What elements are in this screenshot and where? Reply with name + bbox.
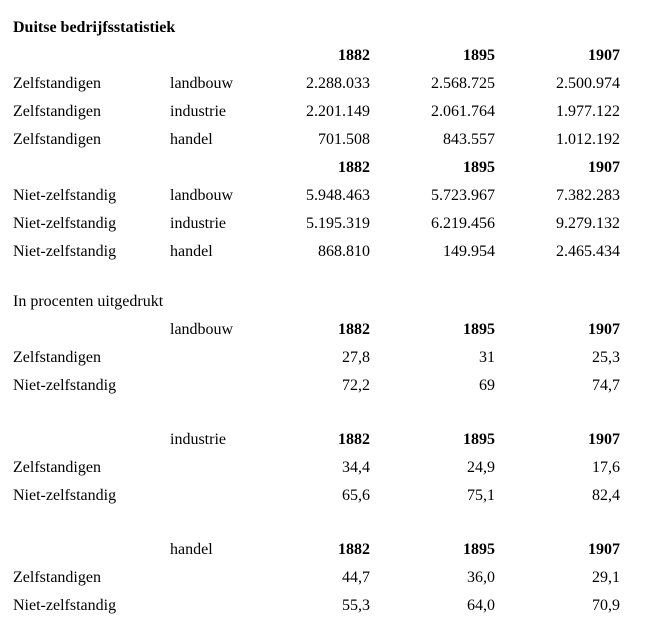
value-cell: 70,9 bbox=[592, 597, 620, 614]
row-label: Niet-zelfstandig bbox=[13, 215, 117, 232]
year-header: 1895 bbox=[463, 541, 495, 558]
empty-cell bbox=[170, 372, 280, 400]
value-cell: 69 bbox=[479, 377, 495, 394]
value-cell: 2.061.764 bbox=[431, 103, 495, 120]
row-label: Niet-zelfstandig bbox=[13, 597, 117, 614]
empty-cell bbox=[170, 344, 280, 372]
value-cell: 34,4 bbox=[342, 459, 370, 476]
table-row bbox=[13, 98, 645, 126]
title-row bbox=[13, 14, 645, 42]
table-row bbox=[13, 70, 645, 98]
row-label: Zelfstandigen bbox=[13, 569, 101, 586]
empty-cell bbox=[13, 42, 170, 70]
empty-cell bbox=[13, 154, 170, 182]
value-cell: 17,6 bbox=[592, 459, 620, 476]
row-label: Zelfstandigen bbox=[13, 459, 101, 476]
value-cell: 29,1 bbox=[592, 569, 620, 586]
year-header: 1882 bbox=[338, 321, 370, 338]
value-cell: 2.201.149 bbox=[306, 103, 370, 120]
value-cell: 6.219.456 bbox=[431, 215, 495, 232]
value-cell: 72,2 bbox=[342, 377, 370, 394]
table-row bbox=[13, 238, 645, 266]
sector-label: industrie bbox=[170, 103, 226, 120]
value-cell: 2.500.974 bbox=[556, 75, 620, 92]
year-header: 1907 bbox=[588, 47, 620, 64]
years-header-row bbox=[13, 42, 645, 70]
row-label: Zelfstandigen bbox=[13, 349, 101, 366]
sector-header-row bbox=[13, 536, 645, 564]
row-label: Niet-zelfstandig bbox=[13, 187, 117, 204]
year-header: 1907 bbox=[588, 431, 620, 448]
value-cell: 701.508 bbox=[318, 131, 370, 148]
sector-label: handel bbox=[170, 131, 213, 148]
year-header: 1895 bbox=[463, 321, 495, 338]
value-cell: 25,3 bbox=[592, 349, 620, 366]
year-header: 1907 bbox=[588, 321, 620, 338]
sector-header-row bbox=[13, 426, 645, 454]
sector-header: landbouw bbox=[170, 321, 234, 338]
row-label: Niet-zelfstandig bbox=[13, 243, 117, 260]
table-row bbox=[13, 482, 645, 510]
empty-cell bbox=[170, 454, 280, 482]
table-row bbox=[13, 126, 645, 154]
row-label: Zelfstandigen bbox=[13, 103, 101, 120]
value-cell: 1.012.192 bbox=[556, 131, 620, 148]
empty-cell bbox=[170, 592, 280, 620]
value-cell: 82,4 bbox=[592, 487, 620, 504]
row-label: Zelfstandigen bbox=[13, 131, 101, 148]
table-row bbox=[13, 210, 645, 238]
year-header: 1907 bbox=[588, 541, 620, 558]
empty-cell bbox=[170, 564, 280, 592]
value-cell: 5.948.463 bbox=[306, 187, 370, 204]
sector-label: landbouw bbox=[170, 187, 234, 204]
value-cell: 24,9 bbox=[467, 459, 495, 476]
table-row bbox=[13, 592, 645, 620]
year-header: 1882 bbox=[338, 47, 370, 64]
sector-header: industrie bbox=[170, 431, 226, 448]
sector-label: industrie bbox=[170, 215, 226, 232]
value-cell: 27,8 bbox=[342, 349, 370, 366]
value-cell: 9.279.132 bbox=[556, 215, 620, 232]
year-header: 1895 bbox=[463, 431, 495, 448]
year-header: 1895 bbox=[463, 159, 495, 176]
empty-cell bbox=[13, 536, 170, 564]
table-row bbox=[13, 564, 645, 592]
sector-label: handel bbox=[170, 243, 213, 260]
value-cell: 7.382.283 bbox=[556, 187, 620, 204]
empty-cell bbox=[170, 482, 280, 510]
value-cell: 843.557 bbox=[443, 131, 495, 148]
value-cell: 74,7 bbox=[592, 377, 620, 394]
years-header-row bbox=[13, 154, 645, 182]
value-cell: 1.977.122 bbox=[556, 103, 620, 120]
year-header: 1907 bbox=[588, 159, 620, 176]
value-cell: 44,7 bbox=[342, 569, 370, 586]
empty-cell bbox=[13, 316, 170, 344]
value-cell: 5.723.967 bbox=[431, 187, 495, 204]
value-cell: 65,6 bbox=[342, 487, 370, 504]
value-cell: 36,0 bbox=[467, 569, 495, 586]
table-row bbox=[13, 372, 645, 400]
value-cell: 2.568.725 bbox=[431, 75, 495, 92]
percent-heading-row bbox=[13, 288, 645, 316]
value-cell: 5.195.319 bbox=[306, 215, 370, 232]
section-heading-percent: In procenten uitgedrukt bbox=[13, 293, 164, 310]
value-cell: 75,1 bbox=[467, 487, 495, 504]
row-label: Niet-zelfstandig bbox=[13, 487, 117, 504]
year-header: 1882 bbox=[338, 159, 370, 176]
sector-header-row bbox=[13, 316, 645, 344]
empty-cell bbox=[170, 42, 280, 70]
value-cell: 2.465.434 bbox=[556, 243, 620, 260]
table-row bbox=[13, 182, 645, 210]
value-cell: 868.810 bbox=[318, 243, 370, 260]
sector-label: landbouw bbox=[170, 75, 234, 92]
year-header: 1882 bbox=[338, 431, 370, 448]
value-cell: 149.954 bbox=[443, 243, 495, 260]
sector-header: handel bbox=[170, 541, 213, 558]
empty-cell bbox=[13, 426, 170, 454]
table-row bbox=[13, 344, 645, 372]
value-cell: 64,0 bbox=[467, 597, 495, 614]
document-title: Duitse bedrijfsstatistiek bbox=[13, 19, 176, 36]
value-cell: 2.288.033 bbox=[306, 75, 370, 92]
row-label: Niet-zelfstandig bbox=[13, 377, 117, 394]
empty-cell bbox=[170, 154, 280, 182]
value-cell: 55,3 bbox=[342, 597, 370, 614]
table-row bbox=[13, 454, 645, 482]
year-header: 1895 bbox=[463, 47, 495, 64]
year-header: 1882 bbox=[338, 541, 370, 558]
row-label: Zelfstandigen bbox=[13, 75, 101, 92]
value-cell: 31 bbox=[479, 349, 495, 366]
